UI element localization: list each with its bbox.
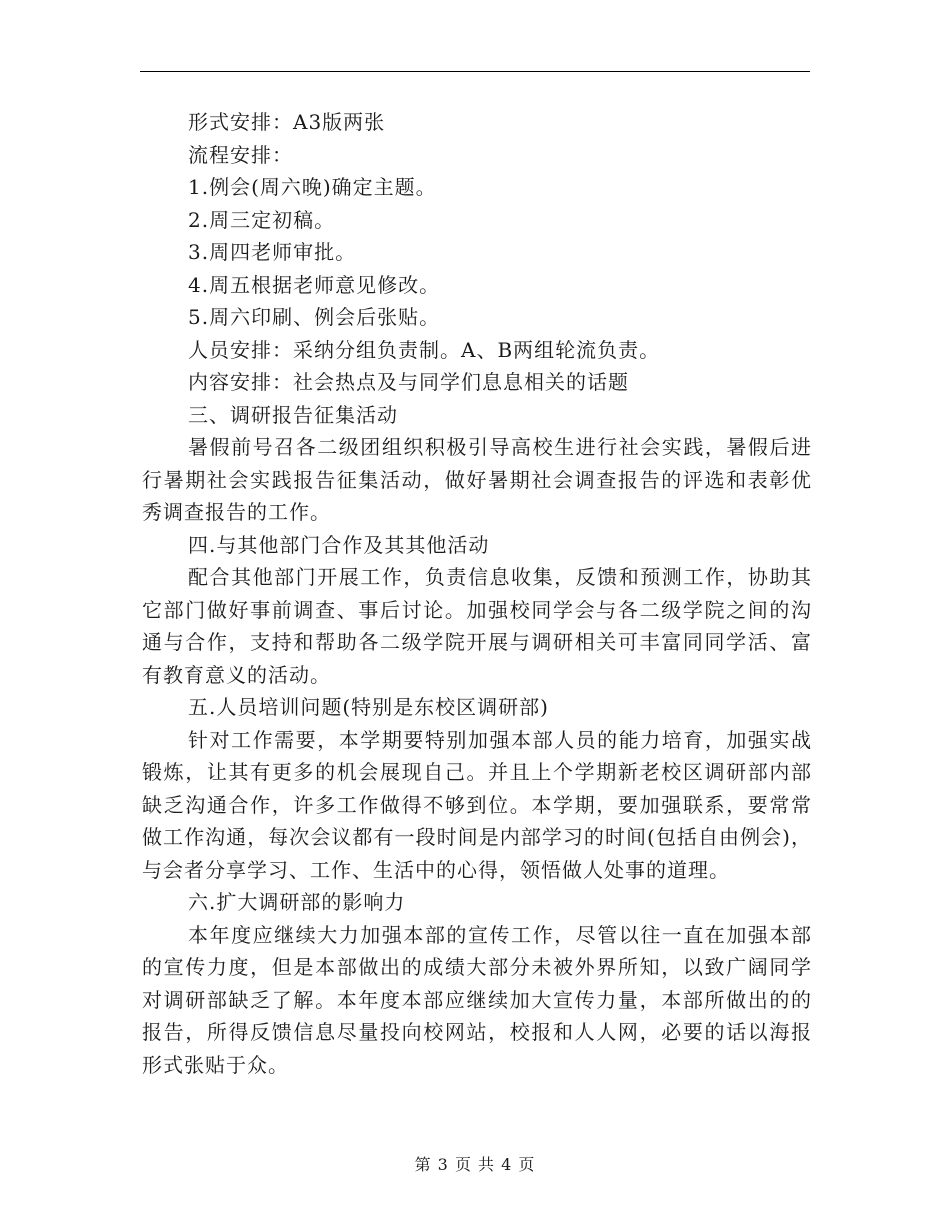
paragraph-cooperation: 配合其他部门开展工作，负责信息收集，反馈和预测工作，协助其它部门做好事前调查、事后讨论。加强校同学会与各二级学院之间的沟通与合作，支持和帮助各二级学院开展与调研相关可丰富同同学活、富有教育意义的活动。 bbox=[142, 565, 812, 687]
process-step-5: 5.周六印刷、例会后张贴。 bbox=[188, 305, 441, 329]
process-arrangement-heading: 流程安排： bbox=[188, 142, 293, 167]
staff-arrangement: 人员安排：采纳分组负责制。A、B两组轮流负责。 bbox=[188, 337, 661, 362]
section-heading-5: 五.人员培训问题(特别是东校区调研部) bbox=[188, 695, 549, 719]
section-heading-6: 六.扩大调研部的影响力 bbox=[188, 890, 406, 914]
paragraph-training: 针对工作需要，本学期要特别加强本部人员的能力培育，加强实战锻炼，让其有更多的机会展现自己。并且上个学期新老校区调研部内部缺乏沟通合作，许多工作做得不够到位。本学期，要加强联系，要常常做工作沟通，每次会议都有一段时间是内部学习的时间(包括自由例会)，与会者分享学习、工作、生活中的心得，领悟做人处事的道理。 bbox=[142, 727, 812, 882]
header-rule bbox=[140, 71, 810, 72]
section-heading-3: 三、调研报告征集活动 bbox=[188, 402, 398, 427]
layout-arrangement: 形式安排：A3版两张 bbox=[188, 110, 386, 134]
process-step-3: 3.周四老师审批。 bbox=[188, 240, 357, 264]
section-heading-4: 四.与其他部门合作及其其他活动 bbox=[188, 532, 490, 557]
process-step-2: 2.周三定初稿。 bbox=[188, 207, 336, 232]
paragraph-report-collection: 暑假前号召各二级团组织积极引导高校生进行社会实践，暑假后进行暑期社会实践报告征集活动，做好暑期社会调查报告的评选和表彰优秀调查报告的工作。 bbox=[142, 435, 812, 524]
page-number-footer: 第 3 页 共 4 页 bbox=[414, 1155, 536, 1174]
process-step-4: 4.周五根据老师意见修改。 bbox=[188, 272, 441, 297]
paragraph-influence: 本年度应继续大力加强本部的宣传工作，尽管以往一直在加强本部的宣传力度，但是本部做出的成绩大部分未被外界所知，以致广阔同学对调研部缺乏了解。本年度本部应继续加大宣传力量，本部所做出的的报告，所得反馈信息尽量投向校网站，校报和人人网，必要的话以海报形式张贴于众。 bbox=[142, 922, 812, 1077]
content-arrangement: 内容安排：社会热点及与同学们息息相关的话题 bbox=[188, 370, 629, 394]
document-body bbox=[142, 106, 812, 1081]
process-step-1: 1.例会(周六晚)确定主题。 bbox=[188, 175, 437, 199]
